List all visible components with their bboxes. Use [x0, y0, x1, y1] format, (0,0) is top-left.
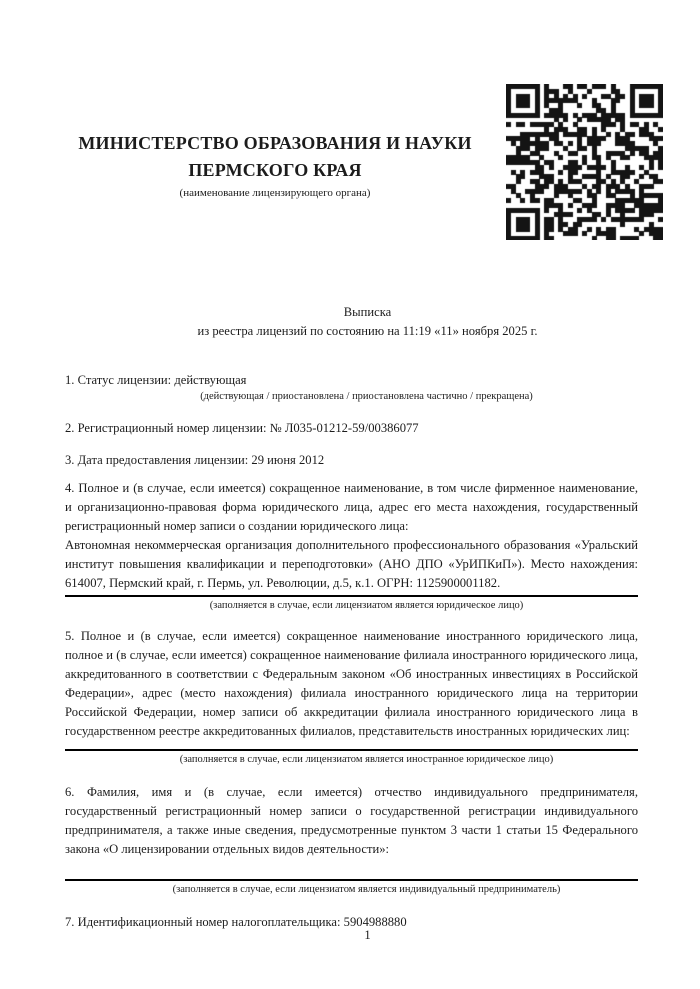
item-6-caption: (заполняется в случае, если лицензиатом является индивидуальный предприниматель) [172, 884, 561, 895]
item-4-label: 4. Полное и (в случае, если имеется) сокращенное наименование, в том числе фирменное наименование, и организационно-правовая форма юридического лица, адрес его места нахождения, государственный регистрационный номер записи о создании юридического лица: [65, 481, 638, 533]
page-number: 1 [364, 928, 371, 942]
qr-code [506, 84, 663, 240]
item-4-caption: (заполняется в случае, если лицензиатом является юридическое лицо) [209, 600, 524, 611]
extract-title: Выписка [343, 305, 392, 319]
item-5-caption: (заполняется в случае, если лицензиатом является иностранное юридическое лицо) [179, 754, 554, 765]
item-6-fill-rule [65, 879, 638, 897]
item-1-caption: (действующая / приостановлена / приостановлена частично / прекращена) [200, 391, 533, 402]
item-1-license-status: 1. Статус лицензии: действующая [65, 373, 247, 387]
item-3-grant-date: 3. Дата предоставления лицензии: 29 июня 2012 [65, 453, 325, 467]
extract-body [65, 365, 638, 932]
item-7-taxpayer-number: 7. Идентификационный номер налогоплательщика: 5904988880 [65, 915, 407, 929]
ministry-name-line1: МИНИСТЕРСТВО ОБРАЗОВАНИЯ И НАУКИ [78, 133, 472, 153]
item-4-fill-rule [65, 595, 638, 613]
ministry-name-line2: ПЕРМСКОГО КРАЯ [188, 160, 362, 180]
item-6-value [65, 859, 638, 877]
item-4-value: Автономная некоммерческая организация дополнительного профессионального образования «Уральский институт повышения квалификации и переподготовки» (АНО ДПО «УрИПКиП»). Место нахождения: 614007, Пермский край, г. Пермь, ул. Революции, д.5, к.1. ОГРН: 1125900001182. [65, 538, 638, 590]
item-6-label: 6. Фамилия, имя и (в случае, если имеется) отчество индивидуального предпринимателя, государственный регистрационный номер записи о государственной регистрации индивидуального предпринимателя, а также иные сведения, предусмотренные пунктом 3 части 1 статьи 15 Федерального закона «О лицензировании отдельных видов деятельности»: [65, 785, 638, 856]
item-5-fill-rule [65, 749, 638, 767]
item-2-registration-number: 2. Регистрационный номер лицензии: № Л035-01212-59/00386077 [65, 421, 419, 435]
extract-title-block [97, 303, 638, 341]
item-5-label: 5. Полное и (в случае, если имеется) сокращенное наименование иностранного юридического лица, полное и (в случае, если имеется) сокращенное наименование филиала иностранного юридического лица, аккредитованного в соответствии с Федеральным законом «Об иностранных инвестициях в Российской Федерации», адрес (место нахождения) филиала иностранного юридического лица на территории Российской Федерации, номер записи об аккредитации филиала иностранного юридического лица в государственном реестре аккредитованных филиалов, представительств иностранных юридических лиц: [65, 629, 638, 738]
licensing-authority-caption: (наименование лицензирующего органа) [179, 187, 371, 199]
licensing-authority-header [65, 130, 485, 200]
item-5-value [65, 741, 638, 747]
extract-subtitle: из реестра лицензий по состоянию на 11:19 «11» ноября 2025 г. [197, 324, 538, 338]
